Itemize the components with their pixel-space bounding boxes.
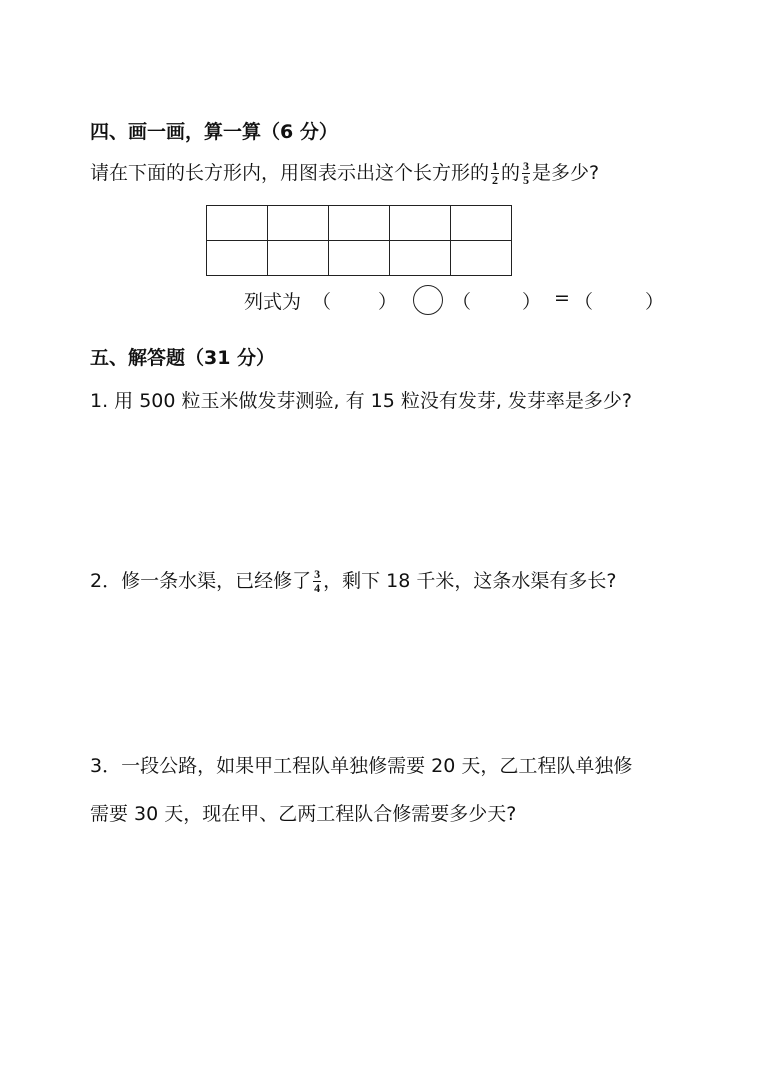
formula-label: 列式为 bbox=[244, 291, 302, 313]
rectangle-grid[interactable] bbox=[206, 205, 512, 276]
grid-cell[interactable] bbox=[329, 241, 390, 276]
fraction-denominator: 5 bbox=[523, 173, 530, 187]
paren-close-3: ） bbox=[645, 291, 665, 313]
fraction-one-half bbox=[491, 160, 499, 187]
paren-close-1: ） bbox=[378, 291, 398, 313]
fraction-numerator: 3 bbox=[523, 159, 530, 173]
question-2 bbox=[90, 566, 616, 595]
fraction-three-fifths bbox=[522, 160, 530, 187]
fraction-three-quarters bbox=[313, 568, 321, 595]
grid-row bbox=[207, 206, 512, 241]
paren-open-2: （ bbox=[452, 291, 472, 313]
question-3-line-1: 3．一段公路，如果甲工程队单独修需要 20 天，乙工程队单独修 bbox=[90, 755, 633, 777]
grid-cell[interactable] bbox=[207, 206, 268, 241]
fraction-denominator: 2 bbox=[492, 173, 499, 187]
grid-cell[interactable] bbox=[268, 206, 329, 241]
fraction-numerator: 1 bbox=[492, 159, 499, 173]
paren-close-2: ） bbox=[522, 291, 542, 313]
fraction-numerator: 3 bbox=[314, 567, 321, 581]
question-1: 1. 用 500 粒玉米做发芽测验, 有 15 粒没有发芽, 发芽率是多少? bbox=[90, 390, 633, 412]
section5-heading: 五、解答题（31 分） bbox=[90, 347, 276, 369]
question-3-line-2: 需要 30 天，现在甲、乙两工程队合修需要多少天? bbox=[90, 803, 517, 825]
equals-sign: = bbox=[554, 287, 570, 309]
paren-open-3: （ bbox=[574, 291, 594, 313]
question-2-pre: 2．修一条水渠，已经修了 bbox=[90, 570, 312, 592]
fraction-denominator: 4 bbox=[314, 581, 321, 595]
section4-heading: 四、画一画，算一算（6 分） bbox=[90, 121, 338, 143]
grid-cell[interactable] bbox=[390, 241, 451, 276]
grid-cell[interactable] bbox=[329, 206, 390, 241]
question-2-post: ，剩下 18 千米，这条水渠有多长? bbox=[323, 570, 617, 592]
grid-cell[interactable] bbox=[451, 241, 512, 276]
section4-question bbox=[90, 158, 599, 187]
grid-row bbox=[207, 241, 512, 276]
grid-cell[interactable] bbox=[451, 206, 512, 241]
grid-cell[interactable] bbox=[390, 206, 451, 241]
paren-open-1: （ bbox=[312, 291, 332, 313]
operator-circle[interactable] bbox=[413, 285, 443, 315]
question-text-pre: 请在下面的长方形内，用图表示出这个长方形的 bbox=[90, 162, 490, 184]
question-text-mid: 的 bbox=[501, 162, 521, 184]
grid-cell[interactable] bbox=[207, 241, 268, 276]
grid-cell[interactable] bbox=[268, 241, 329, 276]
question-text-post: 是多少? bbox=[532, 162, 600, 184]
